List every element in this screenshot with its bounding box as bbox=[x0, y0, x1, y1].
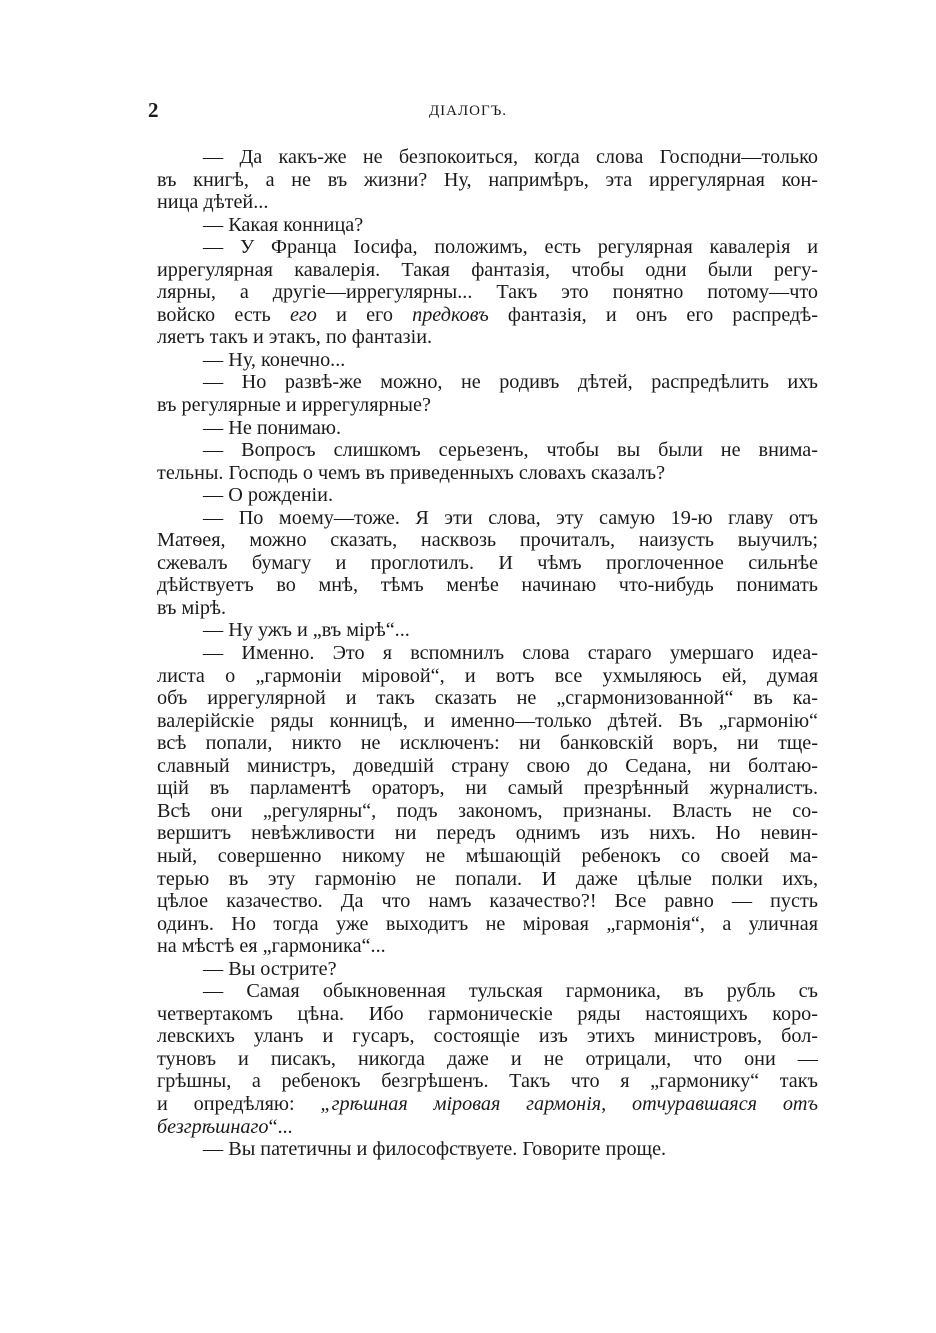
italic-text: безгрѣшнаго bbox=[157, 1115, 269, 1138]
text-line bbox=[157, 1138, 818, 1161]
text-line bbox=[157, 326, 818, 349]
text-line bbox=[157, 687, 818, 710]
text-segment: и опредѣляю: bbox=[157, 1092, 321, 1115]
text-segment: — Вопросъ слишкомъ серьезенъ, чтобы вы были не внима- bbox=[203, 439, 818, 462]
text-segment: и его bbox=[316, 303, 413, 326]
text-line bbox=[157, 913, 818, 936]
page-number: 2 bbox=[148, 98, 159, 122]
text-segment: щій въ парламентѣ ораторъ, ни самый презрѣнный журналистъ. bbox=[157, 777, 818, 800]
text-line bbox=[157, 484, 818, 507]
text-line bbox=[157, 732, 818, 755]
text-line bbox=[157, 349, 818, 372]
text-line bbox=[157, 1116, 818, 1139]
text-segment: иррегулярная кавалерія. Такая фантазія, чтобы одни были регу- bbox=[157, 258, 818, 281]
text-segment: — Вы острите? bbox=[203, 957, 337, 980]
text-line bbox=[157, 710, 818, 733]
text-segment: — По моему—тоже. Я эти слова, эту самую 19-ю главу отъ bbox=[203, 506, 818, 529]
text-line bbox=[157, 890, 818, 913]
text-segment: — Да какъ-же не безпокоиться, когда слова Господни—только bbox=[203, 146, 818, 168]
text-segment: терью въ эту гармонію не попали. И даже цѣлые полки ихъ, bbox=[157, 867, 818, 890]
text-segment: — Какая конница? bbox=[203, 213, 364, 236]
text-segment: — Вы патетичны и философствуете. Говорите проще. bbox=[203, 1138, 667, 1161]
text-line bbox=[157, 845, 818, 868]
text-line bbox=[157, 1070, 818, 1093]
italic-text: его bbox=[289, 303, 317, 326]
text-line bbox=[157, 958, 818, 981]
text-line bbox=[157, 935, 818, 958]
text-line bbox=[157, 619, 818, 642]
text-line bbox=[157, 236, 818, 259]
text-segment: славный министръ, доведшій страну свою до Седана, ни болтаю- bbox=[157, 754, 818, 777]
text-line bbox=[157, 259, 818, 282]
italic-text: предковъ bbox=[412, 303, 489, 326]
text-segment: въ книгѣ, а не въ жизни? Ну, напримѣръ, эта иррегулярная кон- bbox=[157, 168, 818, 191]
text-segment: валерійскіе ряды конницѣ, и именно—только дѣтей. Въ „гармонію“ bbox=[157, 709, 818, 732]
text-line bbox=[157, 281, 818, 304]
text-segment: на мѣстѣ ея „гармоника“... bbox=[157, 935, 386, 958]
text-line bbox=[157, 529, 818, 552]
text-line bbox=[157, 191, 818, 214]
text-segment: ляетъ такъ и этакъ, по фантазіи. bbox=[157, 326, 433, 349]
text-segment: ный, совершенно никому не мѣшающій ребенокъ со своей ма- bbox=[157, 844, 818, 867]
text-segment: — У Франца Іосифа, положимъ, есть регулярная кавалерія и bbox=[203, 236, 818, 259]
text-line bbox=[157, 1048, 818, 1071]
text-segment: лярны, а другіе—иррегулярны... Такъ это понятно потому—что bbox=[157, 281, 818, 304]
text-segment: туновъ и писакъ, никогда даже и не отрицали, что они — bbox=[157, 1047, 818, 1070]
text-line bbox=[157, 304, 818, 327]
text-segment: объ иррегулярной и такъ сказать не „сгармонизованной“ въ ка- bbox=[157, 687, 818, 710]
text-line bbox=[157, 597, 818, 620]
text-line bbox=[157, 394, 818, 417]
text-segment: въ мірѣ. bbox=[157, 596, 226, 619]
text-segment: всѣ попали, никто не исключенъ: ни банковскій воръ, ни тще- bbox=[157, 732, 818, 755]
text-line bbox=[157, 642, 818, 665]
text-segment: грѣшны, а ребенокъ безгрѣшенъ. Такъ что я „гармонику“ такъ bbox=[157, 1070, 818, 1093]
text-segment: войско есть bbox=[157, 303, 290, 326]
text-line bbox=[157, 1003, 818, 1026]
text-line bbox=[157, 665, 818, 688]
text-line bbox=[157, 214, 818, 237]
text-segment: фантазія, и онъ его распредѣ- bbox=[488, 303, 818, 326]
text-line bbox=[157, 552, 818, 575]
text-line bbox=[157, 574, 818, 597]
text-line bbox=[157, 1025, 818, 1048]
text-segment: левскихъ уланъ и гусаръ, состоящіе изъ этихъ министровъ, бол- bbox=[157, 1025, 818, 1048]
text-segment: — Не понимаю. bbox=[203, 416, 342, 439]
text-line bbox=[157, 755, 818, 778]
text-segment: — Ну ужъ и „въ мірѣ“... bbox=[203, 619, 410, 642]
text-line bbox=[157, 146, 818, 169]
text-line bbox=[157, 462, 818, 485]
text-segment: цѣлое казачество. Да что намъ казачество?! Все равно — пусть bbox=[157, 890, 818, 913]
text-segment: тельны. Господь о чемъ въ приведенныхъ словахъ сказалъ? bbox=[157, 461, 666, 484]
text-segment: вершитъ невѣжливости ни передъ однимъ изъ нихъ. Но невин- bbox=[157, 822, 818, 845]
italic-text: „грѣшная міровая гармонія, отчуравшаяся отъ bbox=[320, 1092, 818, 1115]
text-line bbox=[157, 417, 818, 440]
text-segment: — Ну, конечно... bbox=[203, 348, 346, 371]
text-segment: — О рожденіи. bbox=[203, 484, 333, 507]
text-line bbox=[157, 371, 818, 394]
text-segment: “... bbox=[268, 1115, 293, 1138]
text-segment: сжевалъ бумагу и проглотилъ. И чѣмъ проглоченное сильнѣе bbox=[157, 551, 818, 574]
page-body-text bbox=[157, 146, 818, 1161]
text-line bbox=[157, 822, 818, 845]
running-title: ДІАЛОГЪ. bbox=[428, 103, 508, 119]
text-line bbox=[157, 507, 818, 530]
text-segment: въ регулярные и иррегулярные? bbox=[157, 394, 431, 417]
text-segment: дѣйствуетъ во мнѣ, тѣмъ менѣе начинаю что-нибудь понимать bbox=[157, 574, 818, 597]
text-line bbox=[157, 777, 818, 800]
text-line bbox=[157, 980, 818, 1003]
text-line bbox=[157, 439, 818, 462]
text-line bbox=[157, 868, 818, 891]
text-line bbox=[157, 1093, 818, 1116]
text-segment: — Но развѣ-же можно, не родивъ дѣтей, распредѣлить ихъ bbox=[203, 371, 818, 394]
text-segment: четвертакомъ цѣна. Ибо гармоническіе ряды настоящихъ коро- bbox=[157, 1002, 818, 1025]
text-segment: — Самая обыкновенная тульская гармоника, въ рубль съ bbox=[203, 980, 818, 1003]
text-segment: ница дѣтей... bbox=[157, 191, 269, 214]
text-segment: одинъ. Но тогда уже выходитъ не міровая „гармонія“, а уличная bbox=[157, 912, 818, 935]
text-segment: Матѳея, можно сказать, насквозь прочиталъ, наизусть выучилъ; bbox=[157, 529, 818, 552]
text-segment: Всѣ они „регулярны“, подъ закономъ, признаны. Власть не со- bbox=[157, 799, 818, 822]
text-segment: — Именно. Это я вспомнилъ слова стараго умершаго идеа- bbox=[203, 642, 818, 665]
text-segment: листа о „гармоніи міровой“, и вотъ все ухмыляюсь ей, думая bbox=[157, 664, 818, 687]
text-line bbox=[157, 800, 818, 823]
text-line bbox=[157, 169, 818, 192]
